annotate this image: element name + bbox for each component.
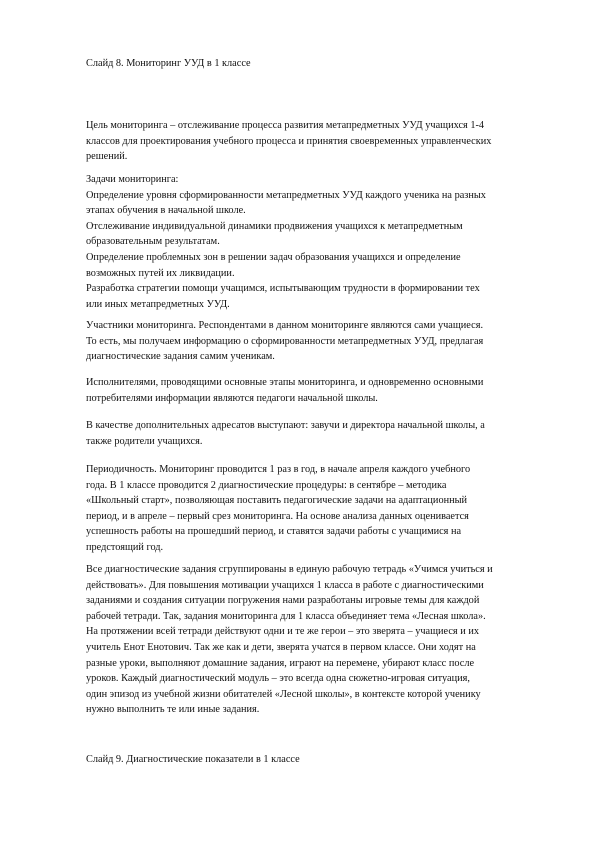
text-line: Периодичность. Мониторинг проводится 1 раз в год, в начале апреля каждого учебного: [86, 464, 471, 475]
text-line: потребителями информации являются педагоги начальной школы.: [86, 392, 378, 404]
text-line: возможных путей их ликвидации.: [86, 267, 235, 279]
periodicity-paragraph: [86, 462, 556, 556]
text-line: Определение проблемных зон в решении задач образования учащихся и определение: [86, 251, 461, 263]
tasks-paragraph: [86, 172, 556, 312]
text-line: Участники мониторинга. Респондентами в данном мониторинге являются сами учащиеся.: [86, 320, 484, 331]
executors-paragraph: [86, 375, 556, 406]
text-line: заданиями и создания ситуации погружения нами разработаны игровые темы для каждой: [86, 595, 480, 607]
text-line: рабочей тетради. Так, задания мониторинга для 1 класса объединяет тема «Лесная школа».: [86, 610, 486, 622]
text-line: То есть, мы получаем информацию о сформированности метапредметных УУД, предлагая: [86, 335, 484, 347]
heading-text: Слайд 8. Мониторинг УУД в 1 классе: [86, 58, 251, 69]
heading-text: Слайд 9. Диагностические показатели в 1 классе: [86, 754, 300, 765]
text-line: образовательным результатам.: [86, 236, 220, 248]
slide-9-heading: [86, 752, 556, 768]
text-line: Задачи мониторинга:: [86, 174, 179, 185]
participants-paragraph: [86, 318, 556, 365]
text-line: учитель Енот Енотович. Так же как и дети, зверята учатся в первом классе. Они ходят на: [86, 641, 476, 653]
text-line: один эпизод из учебной жизни обитателей «Лесной школы», в контексте которой ученику: [86, 688, 481, 700]
text-line: или иных метапредметных УУД.: [86, 298, 230, 310]
text-line: диагностические задания самим ученикам.: [86, 351, 275, 363]
text-line: разные уроки, выполняют домашние задания, играют на перемене, убирают класс после: [86, 657, 475, 669]
text-line: уроков. Каждый диагностический модуль – это всегда одна сюжетно-игровая ситуация,: [86, 673, 470, 685]
text-line: «Школьный старт», позволяющая поставить педагогические задачи на адаптационный: [86, 495, 468, 507]
text-line: Разработка стратегии помощи учащимся, испытывающим трудности в формировании тех: [86, 283, 480, 295]
text-line: Отслеживание индивидуальной динамики продвижения учащихся к метапредметным: [86, 220, 463, 232]
text-line: этапах обучения в начальной школе.: [86, 205, 246, 217]
text-line: решений.: [86, 151, 128, 163]
text-line: предстоящий год.: [86, 541, 164, 553]
text-line: В качестве дополнительных адресатов выступают: завучи и директора начальной школы, а: [86, 420, 485, 431]
text-line: На протяжении всей тетради действуют одни и те же герои – это зверята – учащиеся и их: [86, 626, 479, 638]
text-line: успешность работы на прошедший период, и ставятся задачи работы с учащимися на: [86, 526, 462, 538]
addressees-paragraph: [86, 418, 556, 449]
text-line: период, и в апреле – первый срез мониторинга. На основе анализа данных оценивается: [86, 510, 469, 522]
text-line: действовать». Для повышения мотивации учащихся 1 класса в работе с диагностическими: [86, 579, 484, 591]
text-line: Исполнителями, проводящими основные этапы мониторинга, и одновременно основными: [86, 377, 484, 388]
text-line: Цель мониторинга – отслеживание процесса развития метапредметных УУД учащихся 1-4: [86, 120, 485, 131]
text-line: классов для проектирования учебного процесса и принятия своевременных управленческих: [86, 135, 492, 147]
slide-8-heading: [86, 56, 556, 72]
text-line: также родители учащихся.: [86, 435, 203, 447]
text-line: Определение уровня сформированности метапредметных УУД каждого ученика на разных: [86, 189, 486, 201]
text-line: Все диагностические задания сгруппированы в единую рабочую тетрадь «Учимся учиться и: [86, 564, 493, 575]
goal-paragraph: [86, 118, 556, 165]
workbook-paragraph: [86, 562, 556, 718]
text-line: года. В 1 классе проводится 2 диагностические процедуры: в сентябре – методика: [86, 479, 447, 491]
text-line: нужно выполнить те или иные задания.: [86, 704, 260, 716]
